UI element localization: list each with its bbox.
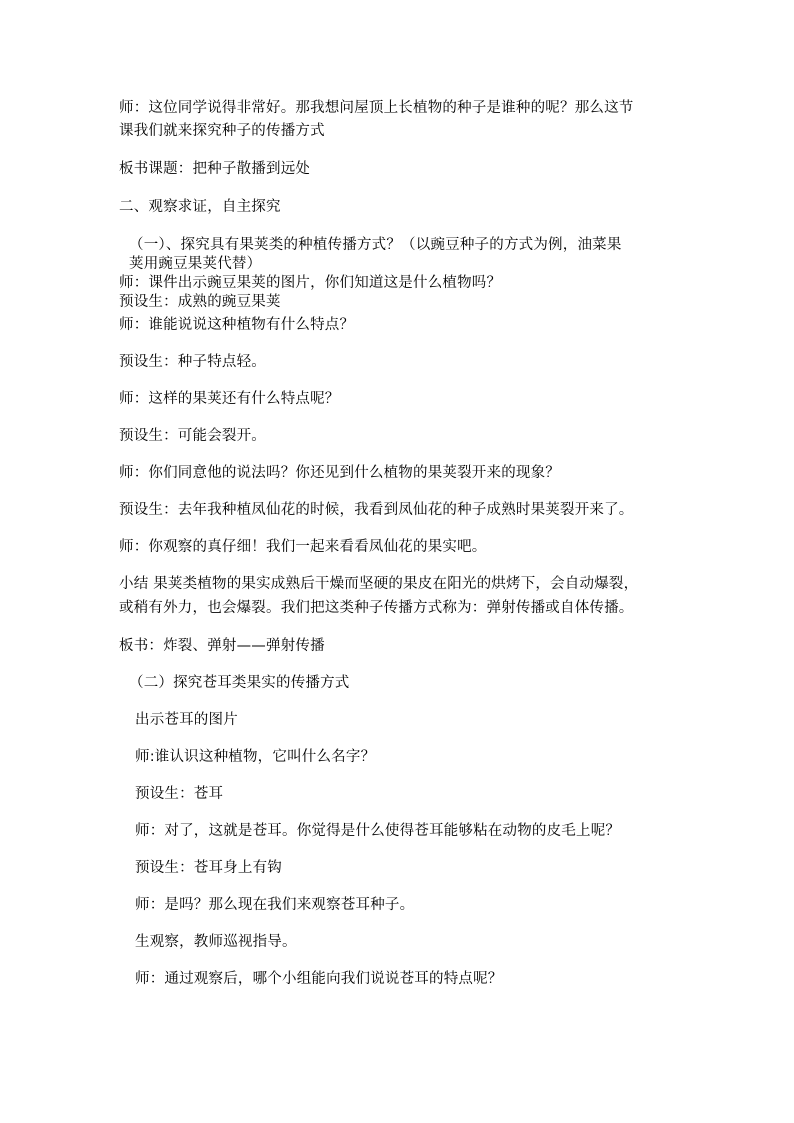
text-line: 师:谁认识这种植物，它叫什么名字？ [135,749,376,765]
text-line: （一）、探究具有果荚类的种植传播方式？（以豌豆种子的方式为例，油菜果 [129,237,622,253]
text-line: 二、观察求证，自主探究 [119,199,281,215]
text-line: 预设生：成熟的豌豆果荚 [119,294,281,310]
text-line: 师：通过观察后，哪个小组能向我们说说苍耳的特点呢？ [135,971,503,987]
text-line: 出示苍耳的图片 [135,712,238,728]
text-line: 师：这位同学说得非常好。那我想问屋顶上长植物的种子是谁种的呢？那么这节 [119,100,634,116]
text-line: 预设生：苍耳 [135,786,224,802]
text-line: 预设生：种子特点轻。 [119,354,266,370]
text-line: 或稍有外力，也会爆裂。我们把这类种子传播方式称为：弹射传播或自体传播。 [119,600,634,616]
text-line: 师：你们同意他的说法吗？你还见到什么植物的果荚裂开来的现象？ [119,465,560,481]
text-line: 师：这样的果荚还有什么特点呢？ [119,391,340,407]
text-line: 师：课件出示豌豆果荚的图片，你们知道这是什么植物吗？ [119,275,502,291]
text-line: 预设生：去年我种植凤仙花的时候，我看到凤仙花的种子成熟时果荚裂开来了。 [119,502,634,518]
text-line: 师：是吗？那么现在我们来观察苍耳种子。 [135,897,415,913]
text-line: 小结 果荚类植物的果实成熟后干燥而坚硬的果皮在阳光的烘烤下，会自动爆裂， [119,576,639,592]
text-line: 课我们就来探究种子的传播方式 [119,123,325,139]
text-line: 预设生：可能会裂开。 [119,428,266,444]
text-line: 预设生：苍耳身上有钩 [135,860,282,876]
text-line: 生观察，教师巡视指导。 [135,934,297,950]
text-line: 师：谁能说说这种植物有什么特点？ [119,317,355,333]
text-line: 荚用豌豆果荚代替） [129,256,262,272]
text-line: 板书课题：把种子散播到远处 [119,161,311,177]
text-line: 师：对了，这就是苍耳。你觉得是什么使得苍耳能够粘在动物的皮毛上呢？ [135,823,621,839]
text-line: （二）探究苍耳类果实的传播方式 [129,675,350,691]
text-line: 师：你观察的真仔细！我们一起来看看凤仙花的果实吧。 [119,539,487,555]
text-line: 板书：炸裂、弹射——弹射传播 [119,638,325,654]
